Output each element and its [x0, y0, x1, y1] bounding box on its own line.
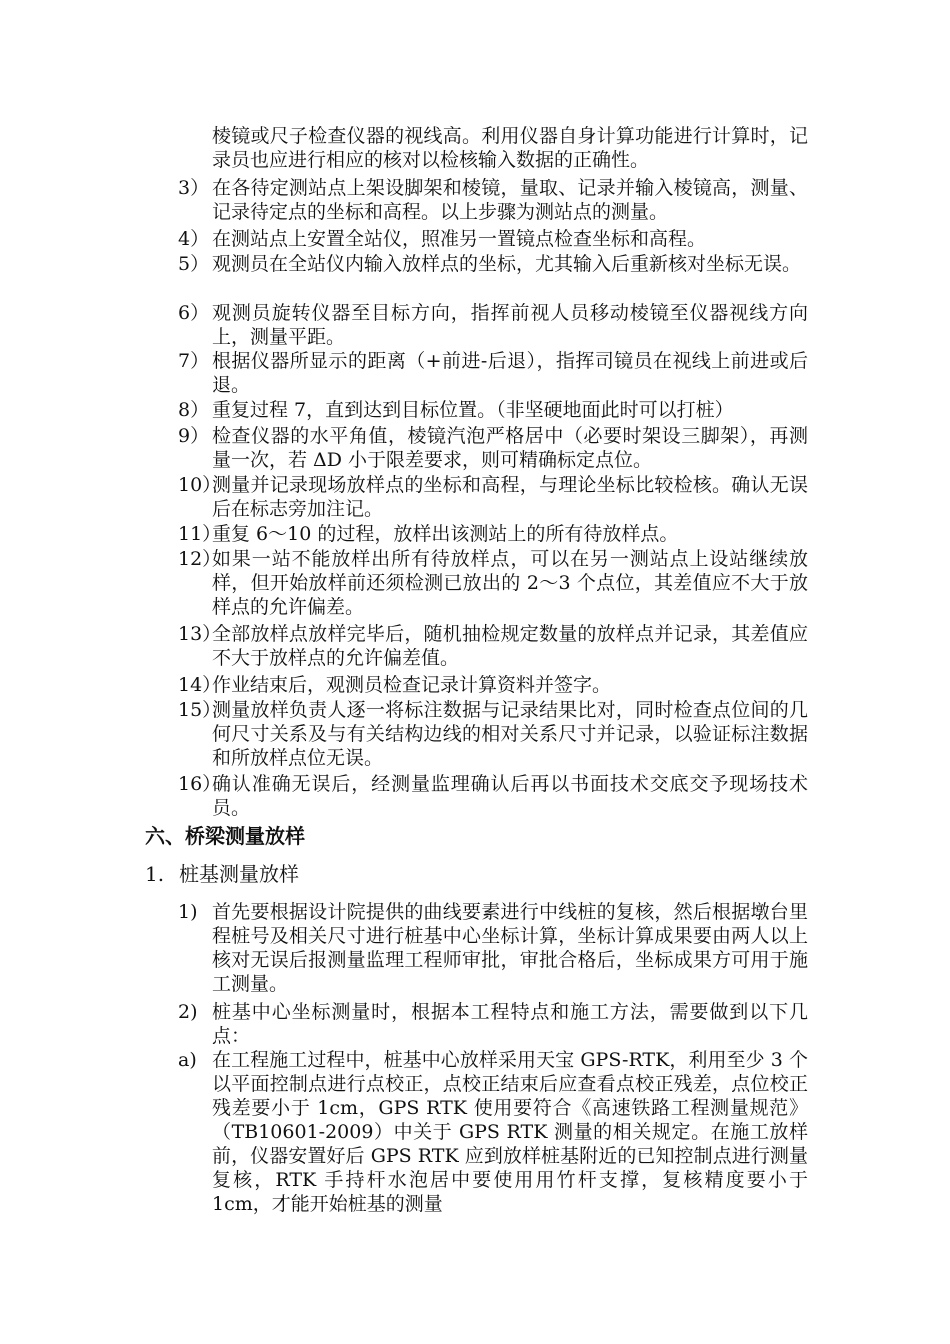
step-item — [178, 622, 808, 670]
step-number: 10） — [178, 474, 222, 496]
step-text: 如果一站不能放样出所有待放样点，可以在另一测站点上设站继续放样，但开始放样前还须检测已放出的 2～3 个点位，其差值应不大于放样点的允许偏差。 — [212, 548, 808, 618]
step-number: 12） — [178, 548, 222, 570]
step-number: 16） — [178, 773, 222, 795]
step-item — [178, 176, 808, 224]
step-number: 5） — [178, 253, 210, 275]
step-text: 测量并记录现场放样点的坐标和高程，与理论坐标比较检核。确认无误后在标志旁加注记。 — [212, 474, 808, 520]
step-text: 根据仪器所显示的距离（+前进-后退），指挥司镜员在视线上前进或后退。 — [212, 350, 808, 396]
step-text: 在各待定测站点上架设脚架和棱镜，量取、记录并输入棱镜高，测量、记录待定点的坐标和高程。以上步骤为测站点的测量。 — [212, 177, 808, 223]
step-item — [178, 522, 808, 546]
subsection-title: 桩基测量放样 — [179, 862, 299, 886]
list-item-number: 2) — [178, 1001, 198, 1023]
step-text: 在测站点上安置全站仪，照准另一置镜点检查坐标和高程。 — [212, 228, 707, 250]
step-number: 11） — [178, 523, 222, 545]
step-text: 观测员在全站仪内输入放样点的坐标，尤其输入后重新核对坐标无误。 — [212, 253, 802, 275]
step-text: 作业结束后，观测员检查记录计算资料并签字。 — [212, 674, 612, 696]
step-number: 7） — [178, 350, 210, 372]
step-text: 全部放样点放样完毕后，随机抽检规定数量的放样点并记录，其差值应不大于放样点的允许偏差值。 — [212, 623, 808, 669]
step-text: 观测员旋转仪器至目标方向，指挥前视人员移动棱镜至仪器视线方向上，测量平距。 — [212, 302, 808, 348]
step-number: 15） — [178, 699, 222, 721]
step-item — [178, 424, 808, 472]
list-item — [178, 900, 808, 996]
step-item — [178, 301, 808, 349]
step-number: 3） — [178, 177, 210, 199]
step-text: 测量放样负责人逐一将标注数据与记录结果比对，同时检查点位间的几何尺寸关系及与有关结构边线的相对关系尺寸并记录，以验证标注数据和所放样点位无误。 — [212, 699, 808, 769]
step-number: 8） — [178, 399, 210, 421]
section-heading: 六、桥梁测量放样 — [145, 824, 305, 848]
list-item-number: 1) — [178, 901, 198, 923]
step-number: 14） — [178, 674, 222, 696]
step-item — [178, 698, 808, 770]
list-item-text: 首先要根据设计院提供的曲线要素进行中线桩的复核，然后根据墩台里程桩号及相关尺寸进行桩基中心坐标计算，坐标计算成果要由两人以上核对无误后报测量监理工程师审批，审批合格后，坐标成果方可用于施工测量。 — [212, 901, 808, 995]
list-item — [178, 1048, 808, 1216]
step-item — [178, 673, 808, 697]
list-item-number: a) — [178, 1049, 197, 1071]
step-item — [178, 349, 808, 397]
step-item — [178, 398, 808, 422]
step-text: 重复 6～10 的过程，放样出该测站上的所有待放样点。 — [212, 523, 679, 545]
list-item-text: 桩基中心坐标测量时，根据本工程特点和施工方法，需要做到以下几点： — [212, 1001, 808, 1047]
step-number: 9） — [178, 425, 210, 447]
step-number: 6） — [178, 302, 210, 324]
subsection-heading — [145, 858, 299, 887]
step-item — [178, 772, 808, 820]
step-number: 13） — [178, 623, 222, 645]
step-text: 重复过程 7，直到达到目标位置。（非坚硬地面此时可以打桩） — [212, 399, 734, 421]
continuation-paragraph: 棱镜或尺子检查仪器的视线高。利用仪器自身计算功能进行计算时，记录员也应进行相应的核对以检核输入数据的正确性。 — [212, 125, 808, 171]
step-item — [178, 547, 808, 619]
list-item-text: 在工程施工过程中，桩基中心放样采用天宝 GPS-RTK，利用至少 3 个以平面控制点进行点校正，点校正结束后应查看点校正残差，点位校正残差要小于 1cm，GPS RTK 使用要符合《高速铁路工程测量规范》（TB10601-2009）中关于 GPS RTK 测量的相关规定。在施工放样前，仪器安置好后 GPS RTK 应到放样桩基附近的已知控制点进行测量复核，RTK 手持杆水泡居中要使用用竹杆支撑，复核精度要小于 1cm，才能开始桩基的测量 — [212, 1049, 808, 1215]
step-text: 检查仪器的水平角值，棱镜汽泡严格居中（必要时架设三脚架），再测量一次，若 ΔD 小于限差要求，则可精确标定点位。 — [212, 425, 808, 471]
step-item — [178, 227, 808, 251]
step-text: 确认准确无误后，经测量监理确认后再以书面技术交底交予现场技术员。 — [212, 773, 808, 819]
step-item — [178, 252, 808, 276]
step-item — [178, 473, 808, 521]
list-item — [178, 1000, 808, 1048]
step-number: 4） — [178, 228, 210, 250]
subsection-number: 1. — [145, 862, 165, 886]
